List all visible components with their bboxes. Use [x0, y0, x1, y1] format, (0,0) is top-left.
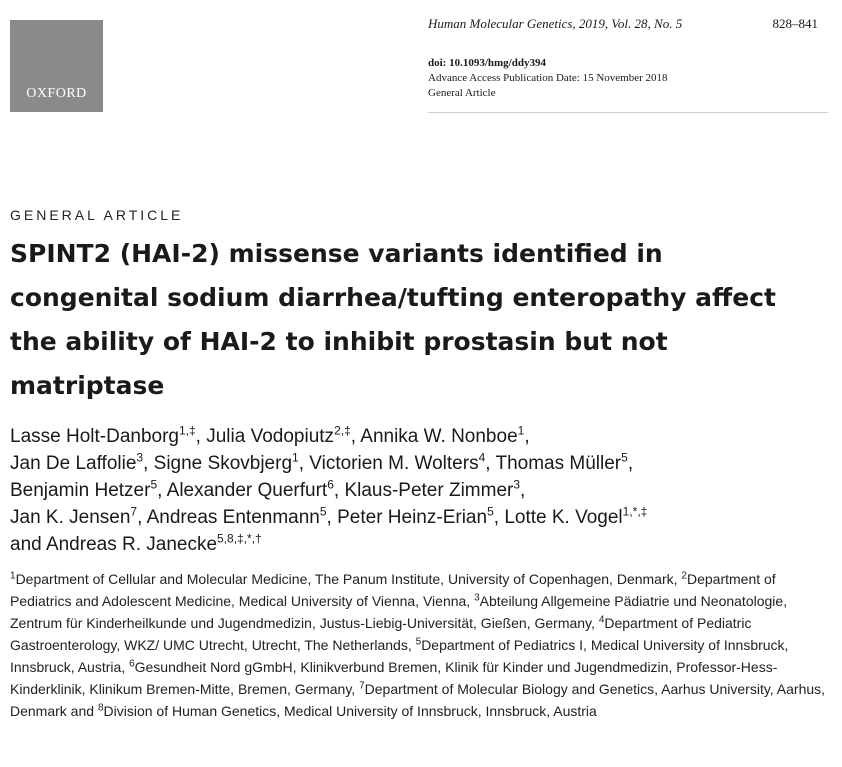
author-line	[10, 477, 830, 504]
title-line: the ability of HAI-2 to inhibit prostasin but not	[10, 327, 668, 356]
title-line: matriptase	[10, 371, 165, 400]
author-name[interactable]: Peter Heinz-Erian	[337, 507, 488, 528]
author-affiliation-marker: 1,‡	[178, 423, 196, 438]
author-affiliation-marker: 1	[292, 450, 299, 465]
affiliation-number: 7	[359, 680, 365, 692]
author-separator: ,	[493, 507, 505, 528]
doi-link[interactable]: doi: 10.1093/hmg/ddy394	[428, 57, 546, 69]
author-name[interactable]: Lasse Holt-Danborg	[10, 426, 179, 447]
article-metadata	[428, 56, 668, 101]
author-name[interactable]: Andreas R. Janecke	[45, 534, 218, 555]
author-separator: ,	[520, 480, 526, 501]
section-label: GENERAL ARTICLE	[10, 207, 184, 223]
author-affiliation-marker: 3	[513, 477, 521, 492]
page-range: 828–841	[772, 16, 818, 31]
affiliation-number: 4	[598, 614, 605, 626]
author-separator: ,	[143, 453, 154, 474]
journal-citation: Human Molecular Genetics, 2019, Vol. 28, No. 5	[428, 16, 683, 31]
author-affiliation-marker: 5	[621, 450, 628, 465]
author-separator: ,	[333, 480, 345, 501]
author-name[interactable]: Victorien M. Wolters	[309, 453, 479, 474]
publication-date: Advance Access Publication Date: 15 November 2018	[428, 72, 668, 84]
author-separator: ,	[627, 453, 634, 474]
affiliation-text: Division of Human Genetics, Medical University of Innsbruck, Innsbruck, Austria	[103, 703, 597, 719]
author-affiliation-marker: 7	[130, 504, 138, 519]
author-affiliation-marker: 1	[517, 423, 525, 438]
affiliation-number: 3	[474, 592, 480, 604]
author-list	[10, 423, 830, 558]
author-line	[10, 423, 830, 450]
affiliation-list	[10, 568, 830, 722]
author-separator: ,	[137, 507, 147, 528]
author-line	[10, 504, 830, 531]
author-separator: ,	[157, 480, 167, 501]
author-name[interactable]: Signe Skovbjerg	[153, 453, 293, 474]
affiliation-number: 1	[10, 570, 16, 582]
affiliation-number: 2	[681, 570, 687, 582]
publisher-logo	[10, 20, 103, 112]
author-line	[10, 450, 830, 477]
author-name[interactable]: Thomas Müller	[495, 453, 622, 474]
author-affiliation-marker: 5,8,‡,*,†	[217, 531, 262, 546]
author-name[interactable]: Andreas Entenmann	[146, 507, 320, 528]
title-line: SPINT2 (HAI-2) missense variants identified in	[10, 239, 663, 268]
affiliation-number: 6	[129, 658, 135, 670]
metadata-divider	[428, 112, 828, 113]
author-separator: ,	[195, 426, 207, 447]
author-separator: ,	[298, 453, 310, 474]
author-affiliation-marker: 1,*,‡	[622, 504, 648, 519]
author-separator: ,	[485, 453, 496, 474]
author-separator: ,	[350, 426, 361, 447]
author-name[interactable]: Alexander Querfurt	[166, 480, 328, 501]
author-separator: ,	[326, 507, 338, 528]
author-separator: ,	[524, 426, 530, 447]
author-name[interactable]: Julia Vodopiutz	[206, 426, 335, 447]
author-name[interactable]: Klaus-Peter Zimmer	[344, 480, 514, 501]
affiliation-number: 5	[415, 636, 422, 648]
author-name[interactable]: Jan K. Jensen	[10, 507, 131, 528]
author-affiliation-marker: 6	[327, 477, 334, 492]
author-affiliation-marker: 3	[136, 450, 144, 465]
affiliation-text: Department of Pediatrics and Adolescent Medicine, Medical University of Vienna, Vienna,	[10, 571, 776, 609]
affiliation-text: Department of Molecular Biology and Genetics, Aarhus University, Aarhus, Denmark and	[10, 681, 826, 719]
author-affiliation-marker: 5	[487, 504, 494, 519]
journal-citation-header	[428, 16, 818, 32]
affiliation-text: Department of Cellular and Molecular Medicine, The Panum Institute, University of Copenhagen, Denmark,	[15, 571, 682, 587]
publisher-logo-text: OXFORD	[26, 86, 87, 101]
author-affiliation-marker: 5	[150, 477, 158, 492]
affiliation-number: 8	[97, 702, 104, 714]
author-name[interactable]: Annika W. Nonboe	[360, 426, 518, 447]
author-affiliation-marker: 4	[478, 450, 486, 465]
affiliation-text: Department of Pediatrics I, Medical University of Innsbruck, Innsbruck, Austria,	[10, 637, 789, 675]
author-name[interactable]: Benjamin Hetzer	[10, 480, 151, 501]
affiliation-text: Gesundheit Nord gGmbH, Klinikverbund Bremen, Klinik für Kinder und Jugendmedizin, Professor-Hess-Kinderklinik, Klinikum Bremen-Mitte, Bremen, Germany,	[10, 659, 778, 697]
author-affiliation-marker: 2,‡	[334, 423, 351, 438]
author-affiliation-marker: 5	[319, 504, 327, 519]
author-line	[10, 531, 830, 558]
author-conjunction: and	[10, 534, 46, 555]
author-name[interactable]: Jan De Laffolie	[10, 453, 137, 474]
author-name[interactable]: Lotte K. Vogel	[504, 507, 623, 528]
article-title	[10, 232, 830, 408]
title-line: congenital sodium diarrhea/tufting enteropathy affect	[10, 283, 776, 312]
affiliation-text: Department of Pediatric Gastroenterology, WKZ/ UMC Utrecht, Utrecht, The Netherlands,	[10, 615, 752, 653]
affiliation-text: Abteilung Allgemeine Pädiatrie und Neonatologie, Zentrum für Kinderheilkunde und Jugendmedizin, Justus-Liebig-Universität, Gießen, Germany,	[10, 593, 788, 631]
article-type: General Article	[428, 87, 496, 99]
